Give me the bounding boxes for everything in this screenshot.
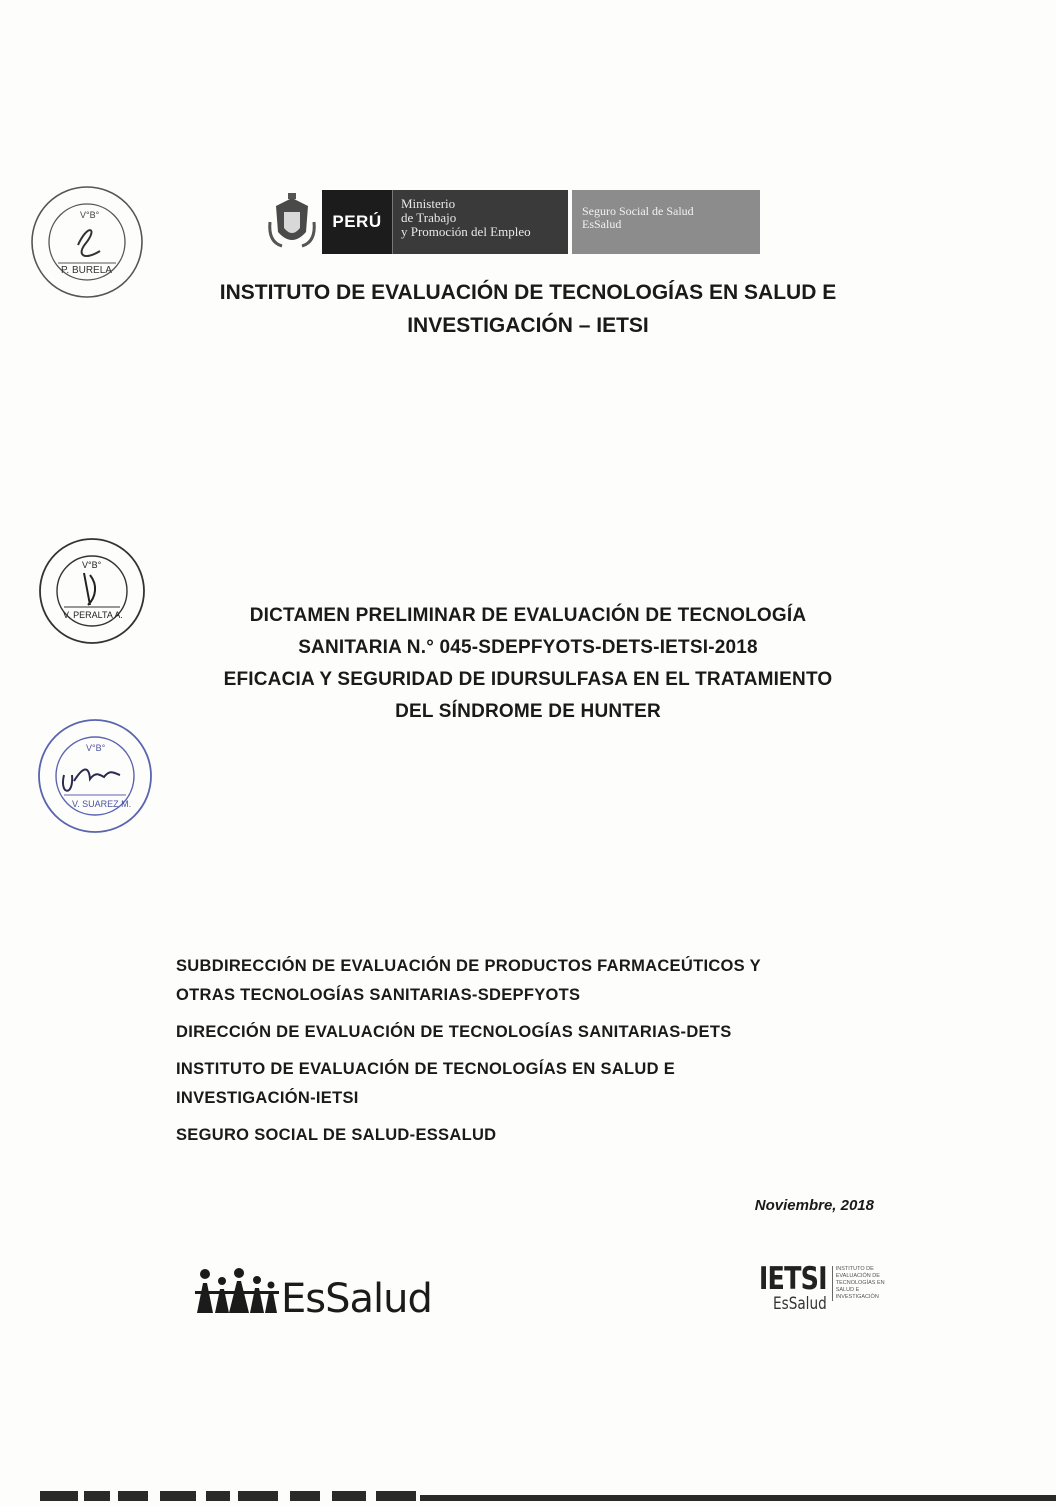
essalud-logo — [195, 1262, 432, 1322]
stamp-name: V. SUAREZ M. — [72, 799, 132, 809]
family-figures-icon — [195, 1267, 279, 1322]
dictamen-title: DICTAMEN PRELIMINAR DE EVALUACIÓN DE TECNOLOGÍA SANITARIA N.° 045-SDEPFYOTS-DETS-IETSI-2018 EFICACIA Y SEGURIDAD DE IDURSULFASA EN EL TRATAMIENTO DEL SÍNDROME DE HUNTER — [223, 605, 833, 722]
ietsi-description: INSTITUTO DE EVALUACIÓN DE TECNOLOGÍAS EN SALUD E INVESTIGACIÓN — [832, 1266, 896, 1301]
peru-label: PERÚ — [322, 190, 392, 254]
unit-ietsi: INSTITUTO DE EVALUACIÓN DE TECNOLOGÍAS EN SALUD E INVESTIGACIÓN-IETSI — [176, 1060, 676, 1107]
ministry-label: Ministerio de Trabajo y Promoción del Empleo — [392, 190, 568, 254]
seguro-label: Seguro Social de Salud EsSalud — [572, 190, 760, 254]
responsible-units — [176, 952, 876, 1158]
essalud-wordmark: EsSalud — [281, 1276, 432, 1322]
scan-edge — [0, 1488, 1056, 1500]
unit-essalud: SEGURO SOCIAL DE SALUD-ESSALUD — [176, 1126, 497, 1144]
stamp-name: P. BURELA — [61, 265, 112, 276]
signature — [78, 230, 100, 256]
ietsi-wordmark: IETSI — [758, 1261, 827, 1297]
stamp-vb: V°B° — [80, 210, 100, 220]
document-date: Noviembre, 2018 — [754, 1197, 874, 1214]
unit-dets: DIRECCIÓN DE EVALUACIÓN DE TECNOLOGÍAS SANITARIAS-DETS — [176, 1023, 732, 1041]
stamp-vb: V°B° — [86, 743, 106, 753]
stamp-vb: V°B° — [82, 560, 102, 570]
government-header — [262, 190, 760, 254]
unit-sdepfyots: SUBDIRECCIÓN DE EVALUACIÓN DE PRODUCTOS FARMACEÚTICOS Y OTRAS TECNOLOGÍAS SANITARIAS-SDEPFYOTS — [176, 957, 761, 1004]
signature — [63, 770, 120, 791]
stamp-name: V. PERALTA A. — [63, 610, 123, 620]
coat-of-arms-icon — [262, 190, 322, 254]
ietsi-sub-wordmark: EsSalud — [773, 1294, 827, 1314]
approval-stamp-suarez — [34, 715, 156, 842]
ietsi-logo — [744, 1261, 896, 1314]
institute-title: INSTITUTO DE EVALUACIÓN DE TECNOLOGÍAS EN SALUD E INVESTIGACIÓN – IETSI — [219, 281, 837, 337]
